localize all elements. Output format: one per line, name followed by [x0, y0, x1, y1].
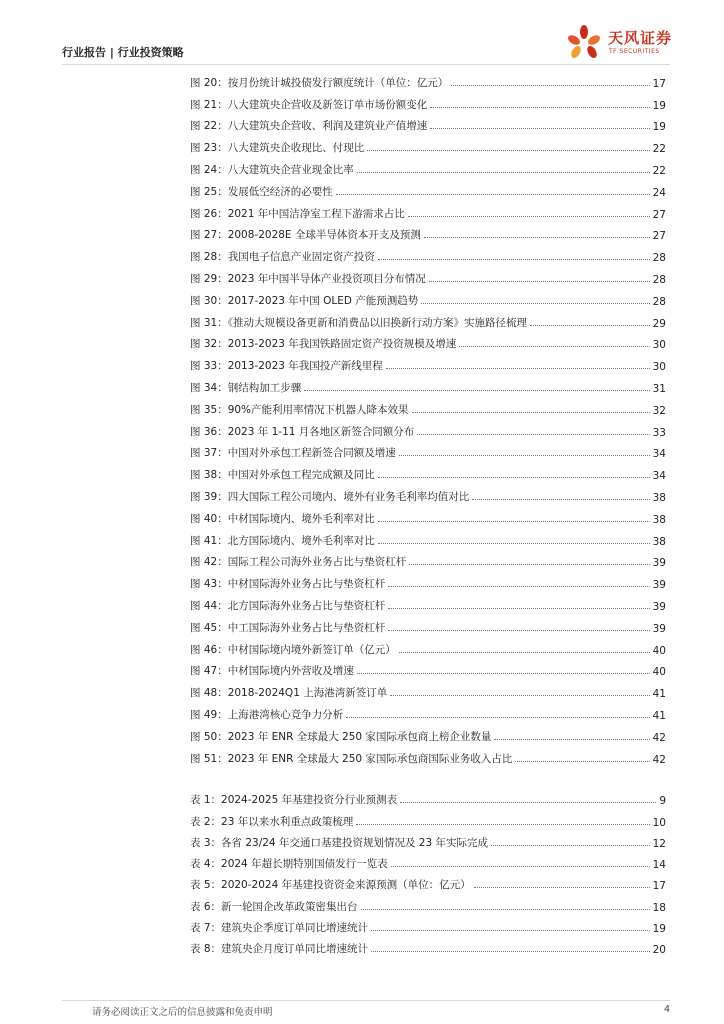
- table-toc-entry[interactable]: [190, 892, 666, 913]
- toc-entry-label: 表 7：建筑央企季度订单同比增速统计: [190, 922, 369, 935]
- toc-entry-page: 20: [652, 944, 666, 957]
- figure-toc-entry[interactable]: [190, 678, 666, 700]
- dot-leader: [474, 887, 650, 888]
- toc-entry-label: 图 39：四大国际工程公司境内、境外有业务毛利率均值对比: [190, 490, 470, 503]
- brand-name-cn: 天风证券: [608, 29, 673, 47]
- toc-entry-page: 38: [652, 513, 666, 526]
- toc-entry-page: 40: [652, 666, 666, 679]
- figure-toc-entry[interactable]: [190, 112, 666, 134]
- dot-leader: [336, 194, 650, 195]
- figure-toc-entry[interactable]: [190, 373, 666, 395]
- dot-leader: [408, 216, 650, 217]
- figure-toc-entry[interactable]: [190, 744, 666, 766]
- page-number: 4: [663, 1004, 670, 1015]
- toc-entry-label: 图 32：2013-2023 年我国铁路固定资产投资规模及增速: [190, 338, 457, 351]
- dot-leader: [357, 673, 650, 674]
- dot-leader: [530, 325, 650, 326]
- toc-entry-label: 图 37：中国对外承包工程新签合同额及增速: [190, 447, 396, 460]
- toc-entry-label: 图 50：2023 年 ENR 全球最大 250 家国际承包商上榜企业数量: [190, 730, 492, 743]
- dot-leader: [424, 237, 650, 238]
- toc-entry-page: 39: [652, 557, 666, 570]
- figure-toc-entry[interactable]: [190, 395, 666, 417]
- toc-entry-page: 28: [652, 252, 666, 265]
- toc-entry-label: 图 25：发展低空经济的必要性: [190, 185, 333, 198]
- toc-entry-page: 24: [652, 186, 666, 199]
- toc-entry-page: 39: [652, 579, 666, 592]
- toc-entry-page: 42: [652, 753, 666, 766]
- toc-entry-label: 表 1：2024-2025 年基建投资分行业预测表: [190, 794, 398, 807]
- table-toc-entry[interactable]: [190, 807, 666, 828]
- dot-leader: [421, 303, 649, 304]
- figure-toc-entry[interactable]: [190, 569, 666, 591]
- toc-entry-page: 28: [652, 273, 666, 286]
- toc-entry-page: 38: [652, 491, 666, 504]
- toc-entry-page: 17: [652, 77, 666, 90]
- table-list: [190, 786, 666, 956]
- dot-leader: [390, 695, 649, 696]
- figure-toc-entry[interactable]: [190, 591, 666, 613]
- toc-entry-label: 图 35：90%产能利用率情况下机器人降本效果: [190, 403, 409, 416]
- toc-entry-page: 34: [652, 470, 666, 483]
- toc-entry-page: 32: [652, 404, 666, 417]
- toc-entry-label: 图 27：2008-2028E 全球半导体资本开支及预测: [190, 229, 421, 242]
- figure-toc-entry[interactable]: [190, 68, 666, 90]
- toc-entry-label: 图 42：国际工程公司海外业务占比与垫资杠杆: [190, 556, 407, 569]
- toc-entry-label: 图 41：北方国际境内、境外毛利率对比: [190, 534, 375, 547]
- table-toc-entry[interactable]: [190, 871, 666, 892]
- figure-toc-entry[interactable]: [190, 526, 666, 548]
- dot-leader: [371, 930, 650, 931]
- toc-entry-label: 图 46：中材国际境内境外新签订单（亿元）: [190, 643, 396, 656]
- toc-entry-page: 33: [652, 426, 666, 439]
- figure-toc-entry[interactable]: [190, 221, 666, 243]
- figure-toc-entry[interactable]: [190, 504, 666, 526]
- toc-entry-page: 30: [652, 361, 666, 374]
- toc-entry-page: 39: [652, 622, 666, 635]
- report-category: 行业报告 | 行业投资策略: [62, 46, 184, 59]
- toc-entry-label: 表 8：建筑央企月度订单同比增速统计: [190, 943, 369, 956]
- toc-entry-label: 表 2：23 年以来水利重点政策梳理: [190, 815, 354, 828]
- page-header: [62, 29, 673, 66]
- toc-entry-page: 27: [652, 230, 666, 243]
- dot-leader: [459, 346, 649, 347]
- toc-entry-page: 41: [652, 709, 666, 722]
- figure-toc-entry[interactable]: [190, 155, 666, 177]
- dot-leader: [399, 652, 650, 653]
- flower-logo-icon: [564, 24, 604, 64]
- dot-leader: [417, 434, 649, 435]
- figure-toc-entry[interactable]: [190, 286, 666, 308]
- toc-entry-page: 17: [652, 880, 666, 893]
- toc-entry-label: 图 30：2017-2023 年中国 OLED 产能预测趋势: [190, 294, 419, 307]
- figure-toc-entry[interactable]: [190, 351, 666, 373]
- figure-toc-entry[interactable]: [190, 199, 666, 221]
- dot-leader: [378, 521, 650, 522]
- dot-leader: [430, 128, 649, 129]
- dot-leader: [429, 281, 650, 282]
- dot-leader: [399, 455, 650, 456]
- toc-entry-page: 30: [652, 339, 666, 352]
- figure-toc-entry[interactable]: [190, 460, 666, 482]
- figure-toc-entry[interactable]: [190, 133, 666, 155]
- toc-entry-page: 40: [652, 644, 666, 657]
- toc-entry-label: 图 51：2023 年 ENR 全球最大 250 家国际承包商国际业务收入占比: [190, 752, 513, 765]
- dot-leader: [491, 845, 650, 846]
- dot-leader: [494, 739, 649, 740]
- toc-entry-page: 22: [652, 164, 666, 177]
- table-toc-entry[interactable]: [190, 786, 666, 807]
- table-toc-entry[interactable]: [190, 914, 666, 935]
- dot-leader: [361, 909, 650, 910]
- toc-entry-label: 表 4：2024 年超长期特别国债发行一览表: [190, 858, 388, 871]
- dot-leader: [371, 951, 650, 952]
- brand-name-en: TF SECURITIES: [609, 48, 660, 55]
- figure-toc-entry[interactable]: [190, 635, 666, 657]
- dot-leader: [357, 172, 650, 173]
- dot-leader: [356, 824, 649, 825]
- toc-entry-label: 图 24：八大建筑央企营业现金比率: [190, 163, 354, 176]
- toc-entry-label: 图 38：中国对外承包工程完成额及同比: [190, 469, 375, 482]
- toc-entry-page: 9: [659, 795, 666, 808]
- dot-leader: [451, 85, 649, 86]
- toc-entry-label: 图 29：2023 年中国半导体产业投资项目分布情况: [190, 272, 426, 285]
- toc-entry-label: 图 43：中材国际海外业务占比与垫资杠杆: [190, 578, 386, 591]
- toc-entry-page: 12: [652, 837, 666, 850]
- toc-entry-label: 图 36：2023 年 1-11 月各地区新签合同额分布: [190, 425, 415, 438]
- toc-entry-page: 41: [652, 688, 666, 701]
- toc-entry-label: 图 34：钢结构加工步骤: [190, 381, 302, 394]
- dot-leader: [388, 630, 649, 631]
- dot-leader: [378, 543, 650, 544]
- toc-entry-label: 图 49：上海港湾核心竞争力分析: [190, 708, 344, 721]
- figure-toc-entry[interactable]: [190, 482, 666, 504]
- dot-leader: [391, 866, 650, 867]
- dot-leader: [388, 608, 649, 609]
- figure-toc-entry[interactable]: [190, 657, 666, 679]
- toc-entry-page: 31: [652, 382, 666, 395]
- brand-logo: [564, 24, 673, 64]
- toc-entry-page: 28: [652, 295, 666, 308]
- figure-toc-entry[interactable]: [190, 439, 666, 461]
- dot-leader: [400, 802, 656, 803]
- figure-list: [190, 68, 666, 766]
- figure-toc-entry[interactable]: [190, 613, 666, 635]
- toc-entry-label: 图 47：中材国际境内外营收及增速: [190, 665, 354, 678]
- figure-toc-entry[interactable]: [190, 417, 666, 439]
- dot-leader: [378, 477, 650, 478]
- dot-leader: [388, 586, 649, 587]
- toc-entry-page: 19: [652, 923, 666, 936]
- toc-entry-label: 图 22：八大建筑央企营收、利润及建筑业产值增速: [190, 120, 428, 133]
- figure-toc-entry[interactable]: [190, 264, 666, 286]
- toc-entry-label: 表 6：新一轮国企改革政策密集出台: [190, 900, 358, 913]
- figure-toc-entry[interactable]: [190, 242, 666, 264]
- toc-entry-page: 14: [652, 859, 666, 872]
- dot-leader: [378, 259, 650, 260]
- toc-entry-label: 表 3：各省 23/24 年交通口基建投资规划情况及 23 年实际完成: [190, 836, 488, 849]
- figure-toc-entry[interactable]: [190, 330, 666, 352]
- dot-leader: [472, 499, 649, 500]
- dot-leader: [304, 390, 649, 391]
- toc-entry-label: 图 20：按月份统计城投债发行额度统计（单位：亿元）: [190, 76, 449, 89]
- toc-entry-page: 38: [652, 535, 666, 548]
- header-divider: [62, 64, 670, 65]
- footer-divider: [62, 1000, 670, 1001]
- figure-toc-entry[interactable]: [190, 700, 666, 722]
- table-toc-entry[interactable]: [190, 829, 666, 850]
- figure-toc-entry[interactable]: [190, 177, 666, 199]
- figure-toc-entry[interactable]: [190, 722, 666, 744]
- table-toc-entry[interactable]: [190, 850, 666, 871]
- toc-entry-page: 34: [652, 448, 666, 461]
- toc-entry-label: 表 5：2020-2024 年基建投资资金来源预测（单位：亿元）: [190, 879, 471, 892]
- disclaimer-text: 请务必阅读正文之后的信息披露和免责申明: [92, 1007, 273, 1018]
- toc-entry-label: 图 31：《推动大规模设备更新和消费品以旧换新行动方案》实施路径梳理: [190, 316, 527, 329]
- toc-entry-page: 39: [652, 600, 666, 613]
- dot-leader: [430, 107, 649, 108]
- toc-entry-label: 图 45：中工国际海外业务占比与垫资杠杆: [190, 621, 386, 634]
- toc-entry-label: 图 33：2013-2023 年我国投产新线里程: [190, 360, 383, 373]
- dot-leader: [367, 150, 649, 151]
- table-toc-entry[interactable]: [190, 935, 666, 956]
- toc-entry-page: 18: [652, 901, 666, 914]
- toc-entry-label: 图 44：北方国际海外业务占比与垫资杠杆: [190, 599, 386, 612]
- dot-leader: [409, 564, 649, 565]
- toc-entry-label: 图 23：八大建筑央企收现比、付现比: [190, 142, 365, 155]
- toc-entry-label: 图 26：2021 年中国洁净室工程下游需求占比: [190, 207, 405, 220]
- toc-entry-label: 图 40：中材国际境内、境外毛利率对比: [190, 512, 375, 525]
- figure-toc-entry[interactable]: [190, 90, 666, 112]
- toc-entry-page: 27: [652, 208, 666, 221]
- figure-toc-entry[interactable]: [190, 308, 666, 330]
- toc-entry-page: 19: [652, 121, 666, 134]
- dot-leader: [386, 368, 650, 369]
- dot-leader: [412, 412, 650, 413]
- toc-entry-page: 42: [652, 731, 666, 744]
- toc-entry-page: 22: [652, 143, 666, 156]
- toc-entry-label: 图 48：2018-2024Q1 上海港湾新签订单: [190, 687, 388, 700]
- toc-entry-label: 图 28：我国电子信息产业固定资产投资: [190, 251, 375, 264]
- toc-entry-page: 10: [652, 816, 666, 829]
- dot-leader: [346, 717, 649, 718]
- toc-entry-page: 29: [652, 317, 666, 330]
- toc-entry-label: 图 21：八大建筑央企营收及新签订单市场份额变化: [190, 98, 428, 111]
- dot-leader: [515, 761, 649, 762]
- figure-toc-entry[interactable]: [190, 548, 666, 570]
- toc-entry-page: 19: [652, 99, 666, 112]
